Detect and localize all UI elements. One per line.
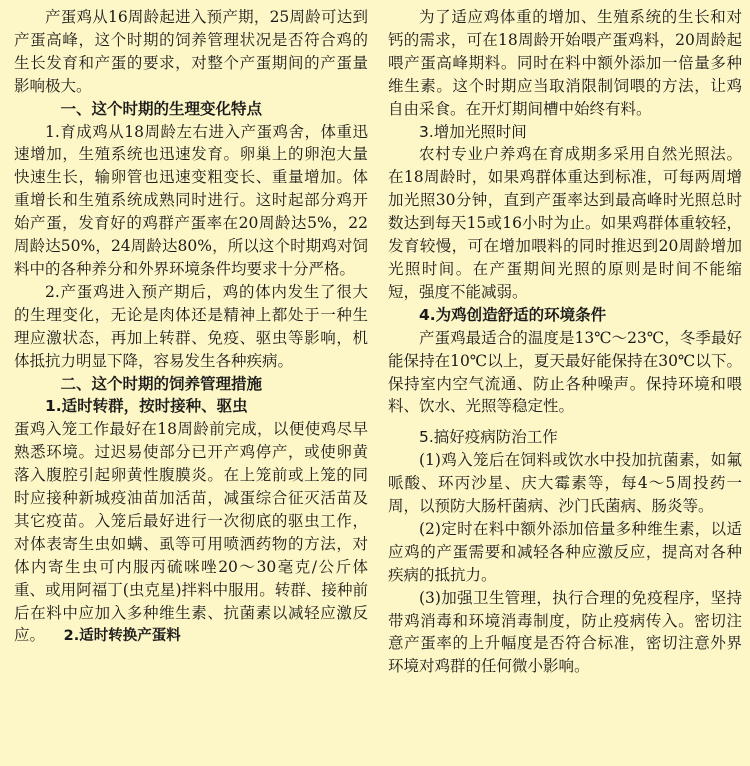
subsection-1-text: 蛋鸡入笼工作最好在18周龄前完成，以便使鸡尽早熟悉环境。过迟易使部分已开产鸡停产，或使卵黄落入腹腔引起卵黄性腹膜炎。在上笼前或上笼的同时应接种新城疫油苗加活苗，减蛋综合征灭活苗及其它疫苗。入笼后最好进行一次彻底的驱虫工作，对体表寄生虫如螨、虱等可用喷洒药物的方法，对体内寄生虫可内服丙硫咪唑20～30毫克/公斤体重、或用阿福丁(虫克星)拌料中服用。转群、接种前后在料中应加入多种维生素、抗菌素以减轻应激反应。 bbox=[14, 420, 368, 645]
section1-paragraph-1: 1.育成鸡从18周龄左右进入产蛋鸡舍，体重迅速增加，生殖系统也迅速发育。卵巢上的卵泡大量快速生长，输卵管也迅速变粗变长、重量增加。体重增长和生殖系统成熟同时进行。这时起部分鸡开始产蛋，发育好的鸡群产蛋率在20周龄达5%，22周龄达50%，24周龄达80%，所以这个时期鸡对饲料中的各种养分和外界环境条件均要求十分严格。 bbox=[14, 122, 368, 278]
subsection-2-heading: 2.适时转换产蛋料 bbox=[63, 628, 181, 645]
subsection-1-heading: 1.适时转群，按时接种、驱虫 bbox=[45, 397, 248, 416]
subsection-5-item-2: (2)定时在料中额外添加倍量多种维生素，以适应鸡的产蛋需要和减轻各种应激反应，提高对各种疾病的抵抗力。 bbox=[388, 519, 742, 584]
subsection-4-heading: 4.为鸡创造舒适的环境条件 bbox=[419, 305, 607, 324]
subsection-5-item-1: (1)鸡入笼后在饲料或饮水中投加抗菌素，如氟哌酸、环丙沙星、庆大霉素等，每4～5周投药一周，以预防大肠杆菌病、沙门氏菌病、肠炎等。 bbox=[388, 451, 742, 516]
feed-paragraph: 为了适应鸡体重的增加、生殖系统的生长和对钙的需求，可在18周龄开始喂产蛋鸡料，20周龄起喂产蛋高峰期料。同时在料中额外添加一倍量多种维生素。这个时期应当取消限制饲喂的方法，让鸡自由采食。在开灯期间槽中始终有料。 bbox=[388, 8, 742, 118]
subsection-4-body: 产蛋鸡最适合的温度是13℃～23℃，冬季最好能保持在10℃以上，夏天最好能保持在30℃以下。保持室内空气流通、防止各种噪声。保持环境和喂料、饮水、光照等稳定性。 bbox=[388, 328, 742, 416]
subsection-1-body bbox=[14, 418, 368, 648]
subsection-3-heading: 3.增加光照时间 bbox=[419, 122, 527, 141]
section1-heading: 一、这个时期的生理变化特点 bbox=[60, 98, 263, 118]
section1-paragraph-2: 2.产蛋鸡进入预产期后，鸡的体内发生了很大的生理变化，无论是肉体还是精神上都处于一种生理应激状态，再加上转群、免疫、驱虫等影响，机体抵抗力明显下降，容易发生各种疾病。 bbox=[14, 282, 368, 370]
right-column bbox=[388, 6, 742, 766]
subsection-5-heading: 5.搞好疫病防治工作 bbox=[419, 428, 558, 447]
spacer bbox=[388, 418, 742, 426]
intro-paragraph: 产蛋鸡从16周龄起进入预产期，25周龄可达到产蛋高峰，这个时期的饲养管理状况是否符合鸡的生长发育和产蛋的要求，对整个产蛋期间的产蛋量影响极大。 bbox=[14, 8, 368, 95]
subsection-3-body: 农村专业户养鸡在育成期多采用自然光照法。在18周龄时，如果鸡群体重达到标准，可每两周增加光照30分钟，直到产蛋率达到最高峰时光照总时数达到每天15或16小时为止。如果鸡群体重较轻，发育较慢，可在增加喂料的同时推迟到20周龄增加光照时间。在产蛋期间光照的原则是时间不能缩短，强度不能减弱。 bbox=[388, 145, 742, 301]
section2-heading: 二、这个时期的饲养管理措施 bbox=[60, 373, 263, 393]
left-column bbox=[14, 6, 368, 766]
subsection-5-item-3: (3)加强卫生管理，执行合理的免疫程序，坚持带鸡消毒和环境消毒制度，防止疫病传入。密切注意产蛋率的上升幅度是否符合标准，密切注意外界环境对鸡群的任何微小影响。 bbox=[388, 588, 742, 676]
